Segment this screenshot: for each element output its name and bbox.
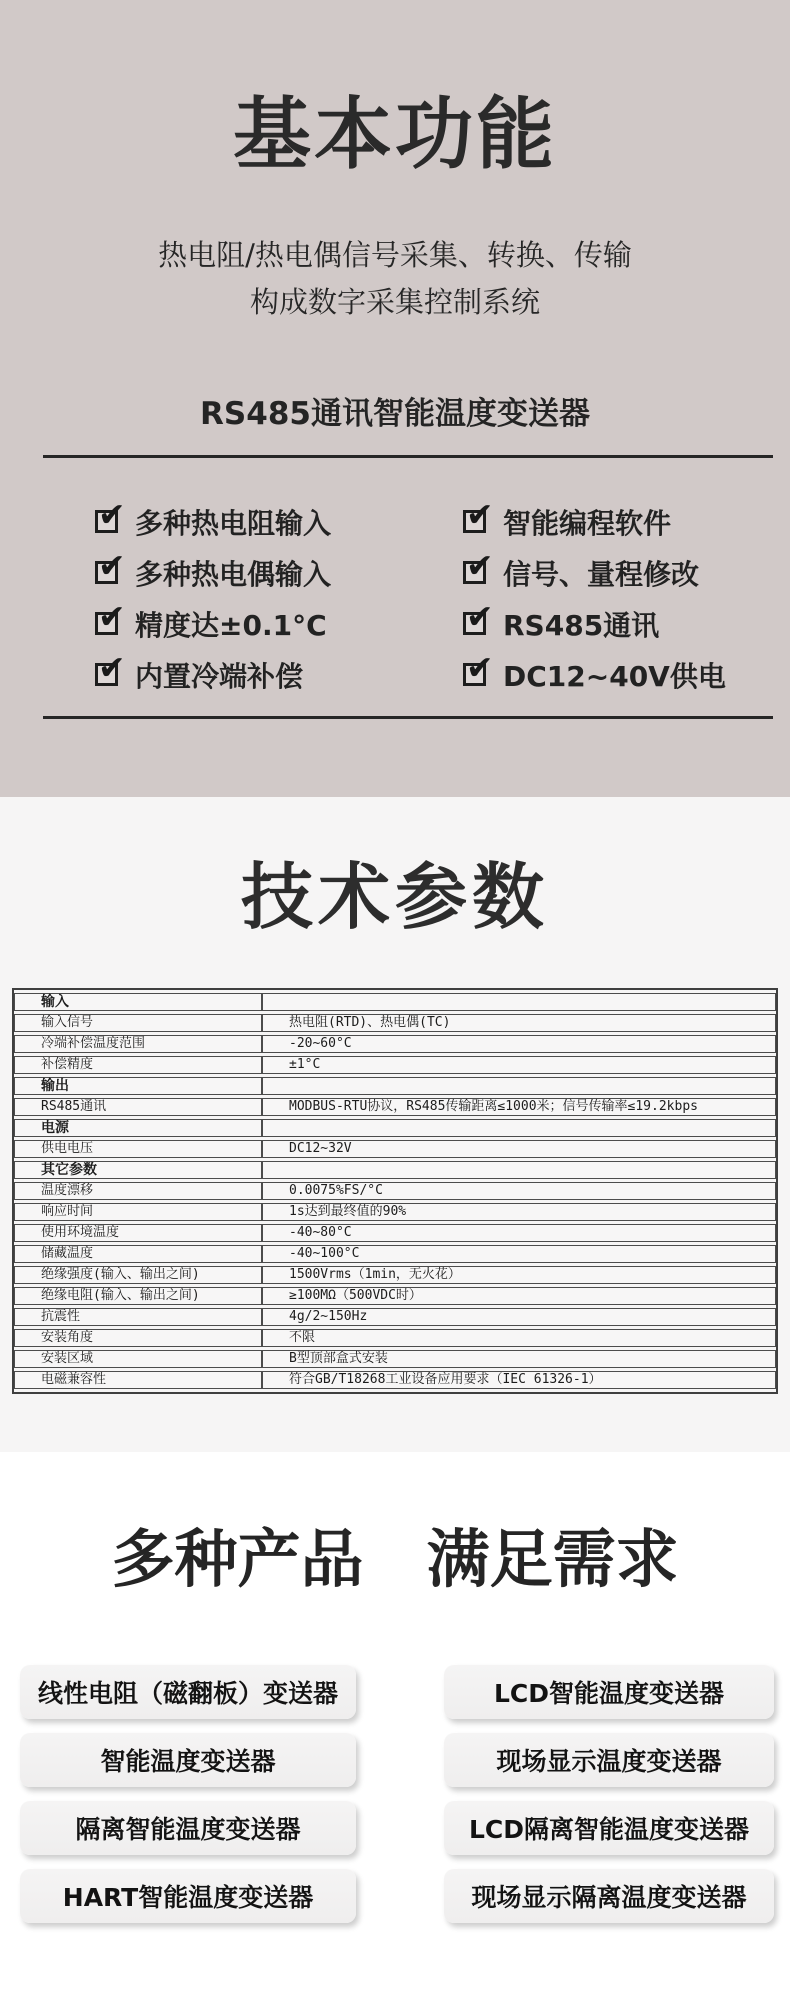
spec-label: 其它参数 [14,1161,262,1179]
table-row [14,1224,776,1242]
table-section-row [14,1161,776,1179]
table-row [14,1308,776,1326]
checkbox-checked-icon [95,495,126,534]
feature-item [95,496,463,547]
spec-label: 电磁兼容性 [14,1371,262,1389]
spec-value: 不限 [262,1329,776,1347]
section-basic-functions [0,0,790,797]
spec-value: 符合GB/T18268工业设备应用要求（IEC 61326-1） [262,1371,776,1389]
table-row [14,1287,776,1305]
checkbox-checked-icon [463,495,494,534]
feature-item [463,649,726,700]
divider-top [43,455,773,458]
table-row [14,1245,776,1263]
spec-value [262,1119,776,1137]
product-button[interactable]: 线性电阻（磁翻板）变送器 [20,1665,356,1719]
table-section-row [14,993,776,1011]
spec-label: 输出 [14,1077,262,1095]
check-mark-icon: ✔ [98,546,126,585]
spec-label: 冷端补偿温度范围 [14,1035,262,1053]
table-row [14,1329,776,1347]
product-button[interactable]: 现场显示隔离温度变送器 [444,1869,774,1923]
feature-label: 多种热电偶输入 [135,557,332,591]
spec-label: 供电电压 [14,1140,262,1158]
spec-label: 输入 [14,993,262,1011]
spec-value: DC12~32V [262,1140,776,1158]
table-row [14,1098,776,1116]
product-button-grid [0,1665,790,1923]
feature-checklist [0,496,790,700]
products-title: 多种产品 满足需求 [111,1523,679,1596]
spec-label: 绝缘电阻(输入、输出之间) [14,1287,262,1305]
check-mark-icon: ✔ [466,597,494,636]
product-column-right [444,1665,774,1923]
check-mark-icon: ✔ [98,648,126,687]
basic-functions-title: 基本功能 [232,90,557,180]
checkbox-checked-icon [463,597,494,636]
feature-item [463,598,726,649]
spec-table [12,988,778,1394]
product-button[interactable]: LCD隔离智能温度变送器 [444,1801,774,1855]
spec-value: 1500Vrms（1min，无火花） [262,1266,776,1284]
table-row [14,1350,776,1368]
table-row [14,1014,776,1032]
table-row [14,1056,776,1074]
feature-item [95,547,463,598]
checkbox-checked-icon [463,546,494,585]
spec-value: 1s达到最终值的90% [262,1203,776,1221]
subtitle-line-1: 热电阻/热电偶信号采集、转换、传输 [158,238,632,272]
spec-value: ±1°C [262,1056,776,1074]
feature-item [95,649,463,700]
checkbox-checked-icon [95,597,126,636]
spec-value: 热电阻(RTD)、热电偶(TC) [262,1014,776,1032]
spec-value: -40~100°C [262,1245,776,1263]
table-row [14,1035,776,1053]
product-button[interactable]: 智能温度变送器 [20,1733,356,1787]
feature-label: 内置冷端补偿 [135,659,304,693]
spec-value: MODBUS-RTU协议，RS485传输距离≤1000米；信号传输率≤19.2kbps [262,1098,776,1116]
feature-label: DC12~40V供电 [503,659,726,693]
product-button[interactable]: LCD智能温度变送器 [444,1665,774,1719]
spec-label: 响应时间 [14,1203,262,1221]
table-row [14,1140,776,1158]
feature-column-left [95,496,463,700]
feature-item [463,496,726,547]
spec-label: 绝缘强度(输入、输出之间) [14,1266,262,1284]
check-mark-icon: ✔ [466,648,494,687]
check-mark-icon: ✔ [98,597,126,636]
spec-label: 储藏温度 [14,1245,262,1263]
spec-value: -20~60°C [262,1035,776,1053]
spec-label: 温度漂移 [14,1182,262,1200]
table-row [14,1266,776,1284]
table-row [14,1182,776,1200]
check-mark-icon: ✔ [98,495,126,534]
feature-label: 智能编程软件 [503,506,672,540]
table-section-row [14,1119,776,1137]
spec-value: -40~80°C [262,1224,776,1242]
spec-value [262,1077,776,1095]
product-button[interactable]: HART智能温度变送器 [20,1869,356,1923]
section-products [0,1452,790,2008]
spec-label: 电源 [14,1119,262,1137]
spec-value [262,993,776,1011]
spec-value: B型顶部盒式安装 [262,1350,776,1368]
spec-label: 输入信号 [14,1014,262,1032]
table-row [14,1203,776,1221]
basic-subtitle [0,232,790,326]
spec-label: 抗震性 [14,1308,262,1326]
section-technical-parameters [0,797,790,1452]
spec-value: 0.0075%FS/°C [262,1182,776,1200]
feature-item [463,547,726,598]
spec-label: 安装区域 [14,1350,262,1368]
check-mark-icon: ✔ [466,546,494,585]
feature-item [95,598,463,649]
spec-value: ≥100MΩ（500VDC时） [262,1287,776,1305]
spec-label: 使用环境温度 [14,1224,262,1242]
subtitle-line-2: 构成数字采集控制系统 [249,285,540,319]
spec-value: 4g/2~150Hz [262,1308,776,1326]
feature-column-right [463,496,726,700]
spec-label: RS485通讯 [14,1098,262,1116]
product-column-left [20,1665,356,1923]
divider-bottom [43,716,773,719]
table-section-row [14,1077,776,1095]
spec-value [262,1161,776,1179]
table-row [14,1371,776,1389]
product-name-line: RS485通讯智能温度变送器 [200,396,590,432]
checkbox-checked-icon [95,546,126,585]
checkbox-checked-icon [463,648,494,687]
product-button[interactable]: 隔离智能温度变送器 [20,1801,356,1855]
spec-label: 安装角度 [14,1329,262,1347]
product-button[interactable]: 现场显示温度变送器 [444,1733,774,1787]
check-mark-icon: ✔ [466,495,494,534]
technical-parameters-title: 技术参数 [240,855,549,939]
feature-label: 精度达±0.1°C [135,608,327,642]
feature-label: RS485通讯 [503,608,660,642]
spec-label: 补偿精度 [14,1056,262,1074]
feature-label: 多种热电阻输入 [135,506,332,540]
checkbox-checked-icon [95,648,126,687]
feature-label: 信号、量程修改 [503,557,700,591]
